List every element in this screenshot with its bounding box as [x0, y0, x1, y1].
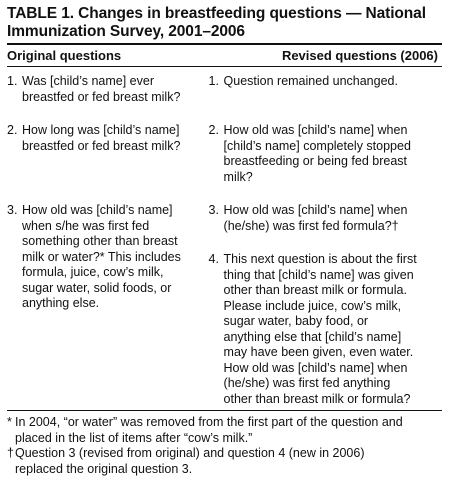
- question-text-line: How old was [child’s name] when: [224, 203, 442, 219]
- footnote-dagger-line-2: replaced the original question 3.: [15, 462, 192, 476]
- question-text-line: How old was [child’s name] when: [224, 123, 442, 139]
- question-text-line: Question remained unchanged.: [224, 74, 442, 90]
- footnote-star-line-1: In 2004, “or water” was removed from the first part of the question and: [15, 415, 403, 429]
- footnote-star-cont: [7, 431, 442, 447]
- question-number: 2.: [209, 123, 224, 185]
- table-title-line-1: TABLE 1. Changes in breastfeeding questions — National: [7, 5, 442, 23]
- original-question: [7, 74, 209, 105]
- question-text-line: sugar water, solid foods, or: [22, 281, 209, 297]
- footnote-dagger-cont: [7, 462, 442, 477]
- question-text-line: This next question is about the first: [224, 252, 442, 268]
- footnote-dagger: [7, 446, 442, 462]
- question-text-line: breastfeeding or being fed breast: [224, 154, 442, 170]
- revised-question: [209, 203, 442, 234]
- table-row: [7, 67, 442, 105]
- question-number: 1.: [7, 74, 22, 105]
- table-body: [7, 67, 442, 407]
- question-text-line: when s/he was first fed: [22, 219, 209, 235]
- footnotes: [7, 411, 442, 477]
- question-number: 2.: [7, 123, 22, 154]
- column-header-original: Original questions: [7, 48, 121, 64]
- question-text-line: [child’s name] completely stopped: [224, 139, 442, 155]
- question-text-line: formula, juice, cow’s milk,: [22, 265, 209, 281]
- revised-question-cell: [209, 203, 442, 407]
- question-text-line: How old was [child’s name]: [22, 203, 209, 219]
- revised-question: [209, 234, 442, 407]
- original-question-cell: [7, 74, 209, 105]
- question-text-line: Please include juice, cow’s milk,: [224, 299, 442, 315]
- original-question-cell: [7, 123, 209, 185]
- question-number: 3.: [7, 203, 22, 312]
- question-number: 1.: [209, 74, 224, 90]
- column-header-revised: Revised questions (2006): [282, 48, 442, 64]
- question-text-line: milk?: [224, 170, 442, 186]
- revised-question-cell: [209, 123, 442, 185]
- footnote-dagger-line-1: Question 3 (revised from original) and question 4 (new in 2006): [15, 446, 365, 460]
- footnote-star-line-2: placed in the list of items after “cow’s milk.”: [15, 431, 252, 445]
- original-question: [7, 203, 209, 312]
- footnote-dagger-mark: †: [7, 446, 15, 462]
- table-row: [7, 105, 442, 185]
- table-title-line-2: Immunization Survey, 2001–2006: [7, 23, 442, 41]
- original-question: [7, 123, 209, 154]
- question-text-line: sugar water, baby food, or: [224, 314, 442, 330]
- question-text-line: other than breast milk or formula?: [224, 392, 442, 408]
- question-text-line: How long was [child’s name]: [22, 123, 209, 139]
- question-text-line: something other than breast: [22, 234, 209, 250]
- question-text-line: may have been given, even water.: [224, 345, 442, 361]
- question-text-line: (he/she) was first fed anything: [224, 376, 442, 392]
- question-text-line: breastfed or fed breast milk?: [22, 139, 209, 155]
- revised-question: [209, 74, 442, 90]
- question-text-line: thing that [child’s name] was given: [224, 268, 442, 284]
- question-text-line: Was [child’s name] ever: [22, 74, 209, 90]
- question-text-line: other than breast milk or formula.: [224, 283, 442, 299]
- revised-question-cell: [209, 74, 442, 105]
- question-text-line: anything else that [child’s name]: [224, 330, 442, 346]
- original-question-cell: [7, 203, 209, 407]
- footnote-star: [7, 415, 442, 431]
- question-number: 4.: [209, 252, 224, 407]
- question-text-line: anything else.: [22, 296, 209, 312]
- question-text-line: breastfed or fed breast milk?: [22, 90, 209, 106]
- table-title: [7, 0, 442, 41]
- question-text-line: How old was [child’s name] when: [224, 361, 442, 377]
- question-number: 3.: [209, 203, 224, 234]
- column-header-row: [7, 45, 442, 66]
- table-row: [7, 185, 442, 407]
- footnote-star-mark: *: [7, 415, 15, 431]
- question-text-line: (he/she) was first fed formula?†: [224, 219, 442, 235]
- question-text-line: milk or water?* This includes: [22, 250, 209, 266]
- revised-question: [209, 123, 442, 185]
